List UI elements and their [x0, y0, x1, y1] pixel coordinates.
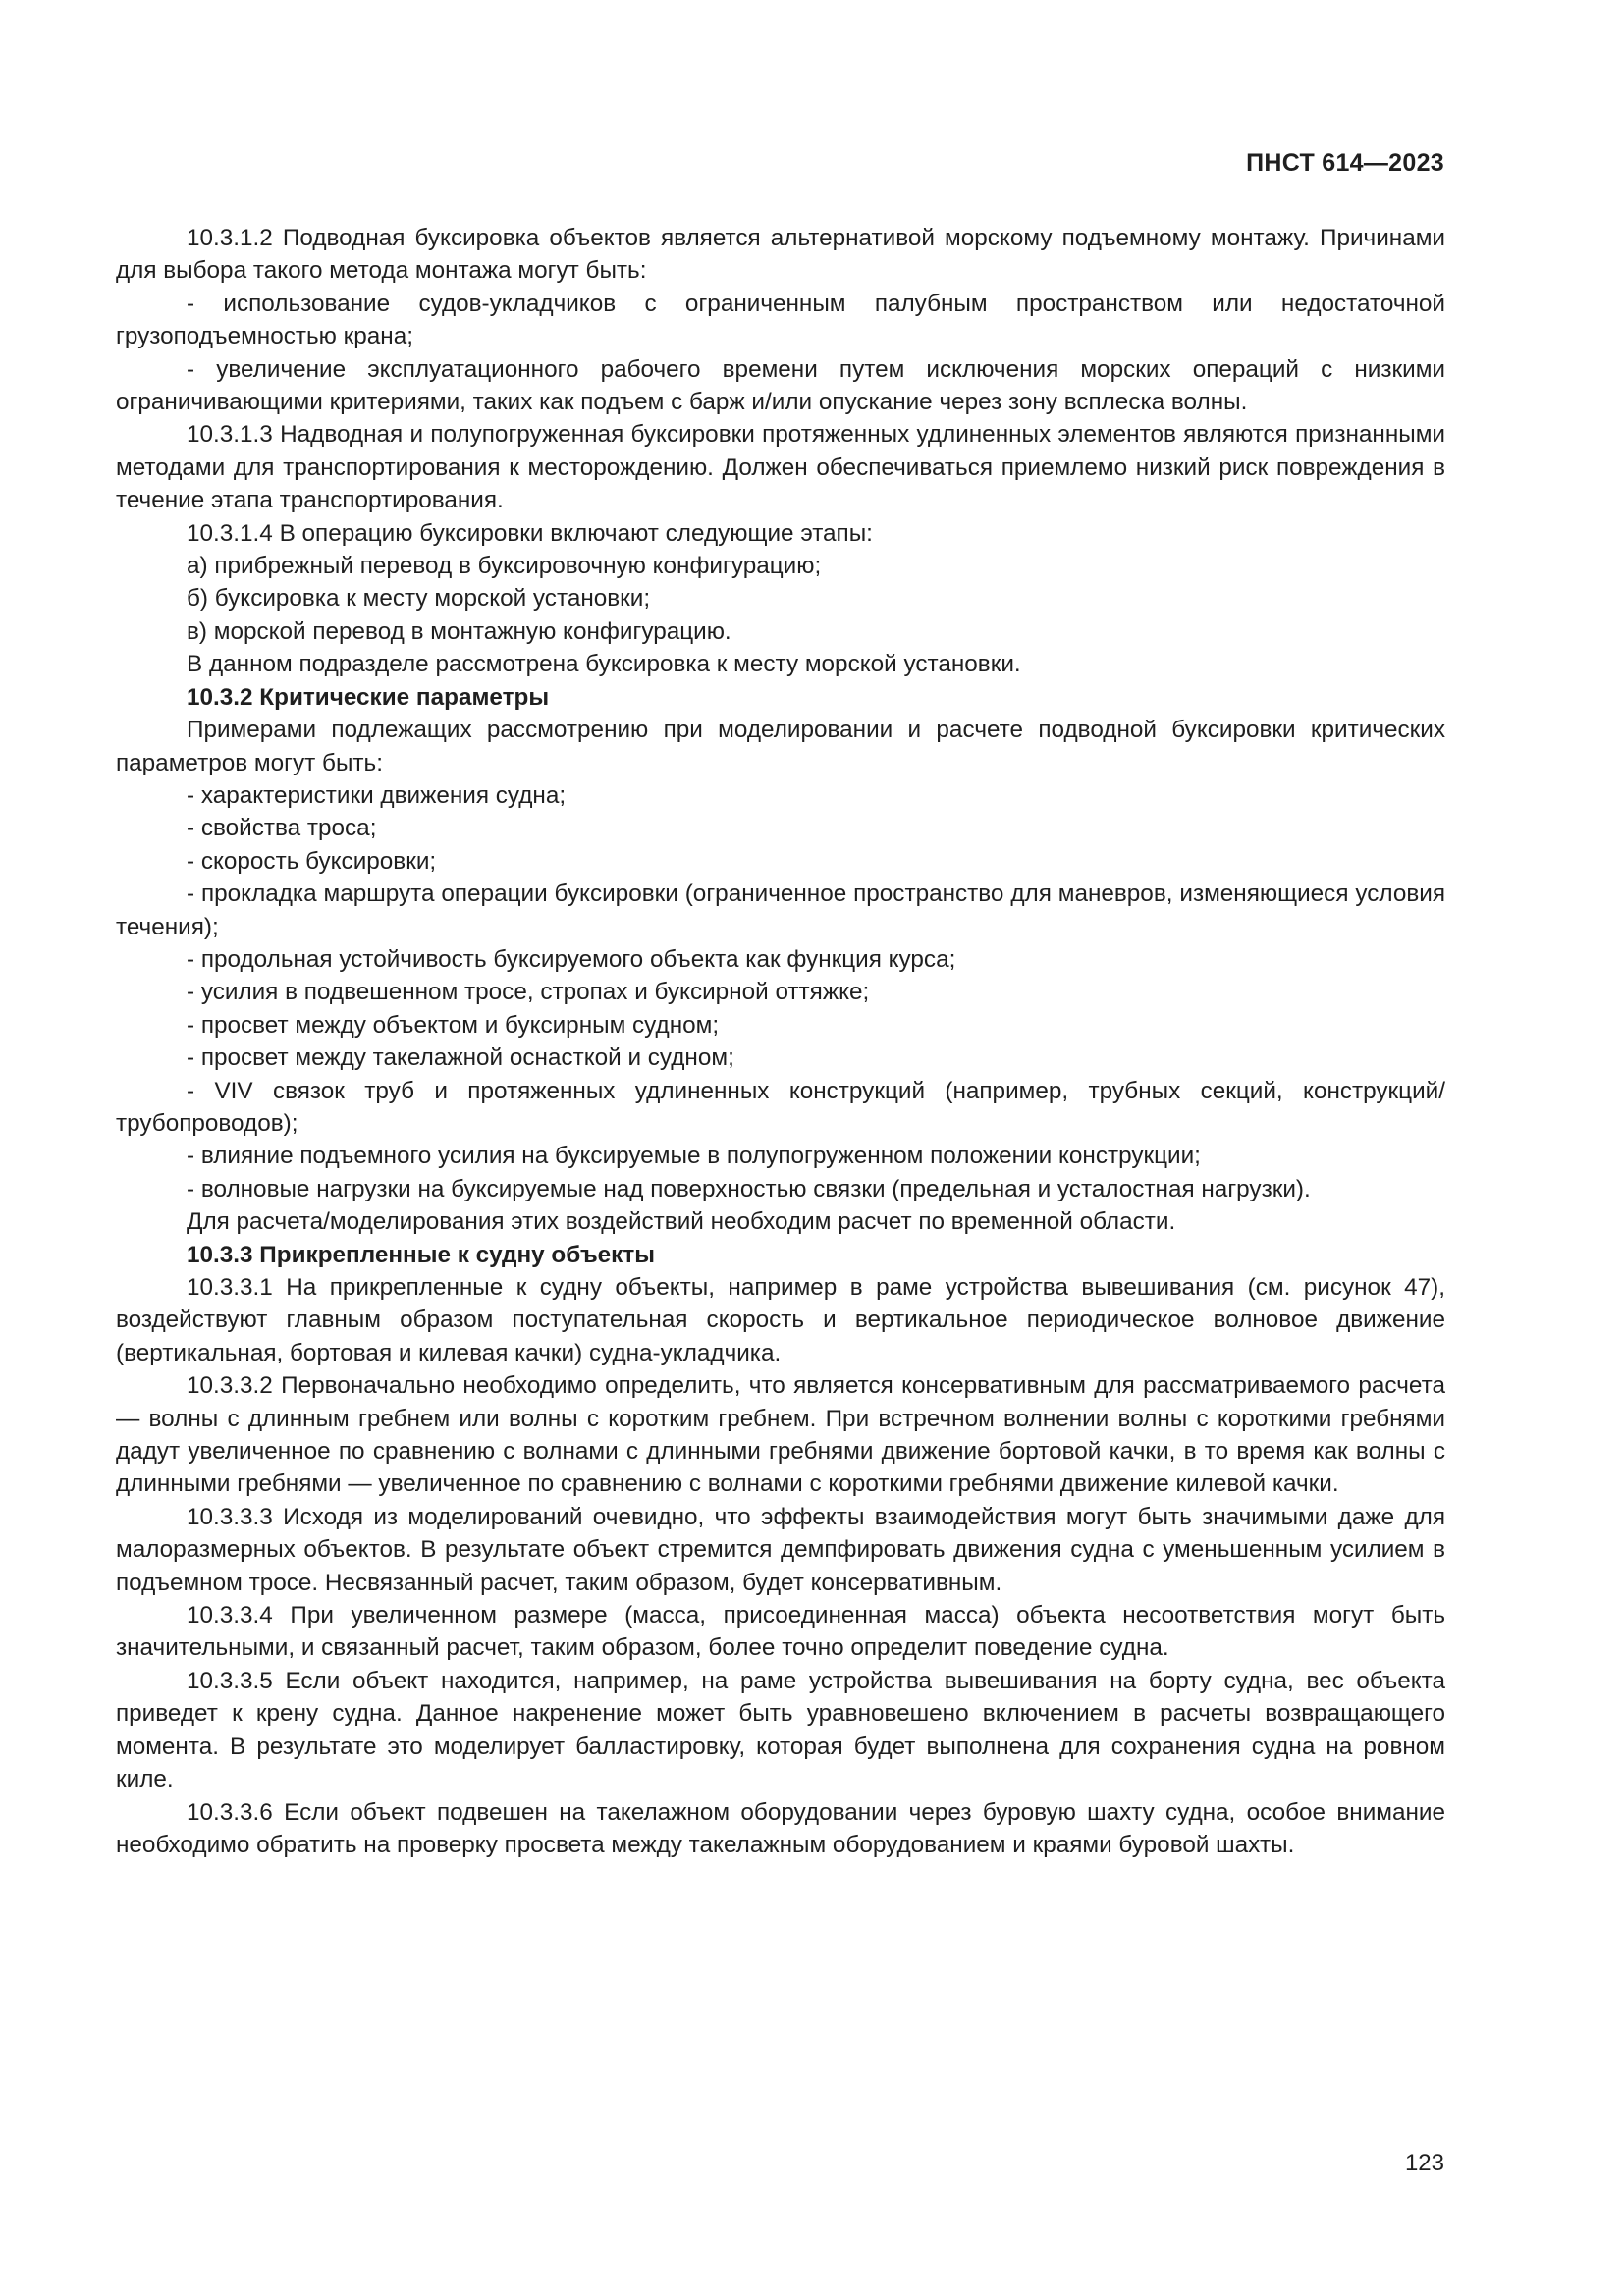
- list-item: б) буксировка к месту морской установки;: [187, 585, 651, 613]
- paragraph: 10.3.3.5 Если объект находится, например, на раме устройства вывешивания на борту судна, вес объекта приведет к крену судна. Данное накренение может быть уравновешено включением в расчеты возвращающего момента. В результате это моделирует балластировку, которая будет выполнена для сохранения судна на ровном киле.: [116, 1667, 1445, 1793]
- list-item: - усилия в подвешенном тросе, стропах и буксирной оттяжке;: [187, 979, 870, 1006]
- section-heading: 10.3.2 Критические параметры: [187, 683, 550, 711]
- list-item: - просвет между объектом и буксирным судном;: [187, 1011, 720, 1039]
- paragraph: 10.3.3.1 На прикрепленные к судну объекты, например в раме устройства вывешивания (см. рисунок 47), воздействуют главным образом поступательная скорость и вертикальное периодическое волновое движение (вертикальная, бортовая и килевая качки) судна-укладчика.: [116, 1274, 1445, 1366]
- paragraph: 10.3.1.3 Надводная и полупогруженная буксировки протяженных удлиненных элементов являются признанными методами для транспортирования к месторождению. Должен обеспечиваться приемлемо низкий риск повреждения в течение этапа транспортирования.: [116, 421, 1445, 514]
- paragraph: 10.3.3.3 Исходя из моделирований очевидно, что эффекты взаимодействия могут быть значимыми даже для малоразмерных объектов. В результате объект стремится демпфировать движения судна с уменьшенным усилием в подъемном тросе. Несвязанный расчет, таким образом, будет консервативным.: [116, 1503, 1445, 1596]
- list-item: - VIV связок труб и протяженных удлиненных конструкций (например, трубных секций, конструкций/трубопроводов);: [116, 1077, 1445, 1137]
- document-body: [116, 222, 1445, 1861]
- page-number: 123: [1404, 2150, 1444, 2176]
- list-item: - волновые нагрузки на буксируемые над поверхностью связки (предельная и усталостная нагрузки).: [187, 1175, 1311, 1202]
- paragraph: Для расчета/моделирования этих воздействий необходим расчет по временной области.: [187, 1208, 1176, 1236]
- list-item: - просвет между такелажной оснасткой и судном;: [187, 1044, 734, 1072]
- document-code: ПНСТ 614—2023: [1246, 149, 1444, 177]
- list-item: - свойства троса;: [187, 815, 377, 842]
- paragraph: Примерами подлежащих рассмотрению при моделировании и расчете подводной буксировки критических параметров могут быть:: [116, 717, 1445, 776]
- list-item: - использование судов-укладчиков с ограниченным палубным пространством или недостаточной грузоподъемностью крана;: [116, 290, 1445, 350]
- list-item: - характеристики движения судна;: [187, 781, 567, 809]
- paragraph: 10.3.3.2 Первоначально необходимо определить, что является консервативным для рассматриваемого расчета — волны с длинным гребнем или волны с коротким гребнем. При встречном волнении волны с короткими гребнями дадут увеличенное по сравнению с волнами с длинными гребнями движение бортовой качки, в то время как волны с длинными гребнями — увеличенное по сравнению с волнами с короткими гребнями движение килевой качки.: [116, 1372, 1445, 1498]
- paragraph: 10.3.3.6 Если объект подвешен на такелажном оборудовании через буровую шахту судна, особое внимание необходимо обратить на проверку просвета между такелажным оборудованием и краями буровой шахты.: [116, 1798, 1445, 1858]
- list-item: - продольная устойчивость буксируемого объекта как функция курса;: [187, 945, 956, 973]
- list-item: - скорость буксировки;: [187, 847, 437, 875]
- paragraph: 10.3.1.2 Подводная буксировка объектов является альтернативой морскому подъемному монтажу. Причинами для выбора такого метода монтажа могут быть:: [116, 225, 1445, 285]
- list-item: а) прибрежный перевод в буксировочную конфигурацию;: [187, 553, 822, 580]
- list-item: - прокладка маршрута операции буксировки (ограниченное пространство для маневров, изменяющиеся условия течения);: [116, 881, 1445, 940]
- list-item: - увеличение эксплуатационного рабочего времени путем исключения морских операций с низкими ограничивающими критериями, таких как подъем с барж и/или опускание через зону всплеска волны.: [116, 355, 1445, 416]
- paragraph: В данном подразделе рассмотрена буксировка к месту морской установки.: [187, 651, 1021, 678]
- paragraph: 10.3.1.4 В операцию буксировки включают следующие этапы:: [187, 519, 873, 547]
- section-heading: 10.3.3 Прикрепленные к судну объекты: [187, 1241, 655, 1268]
- list-item: в) морской перевод в монтажную конфигурацию.: [187, 617, 731, 645]
- paragraph: 10.3.3.4 При увеличенном размере (масса, присоединенная масса) объекта несоответствия могут быть значительными, и связанный расчет, таким образом, более точно определит поведение судна.: [116, 1602, 1445, 1662]
- list-item: - влияние подъемного усилия на буксируемые в полупогруженном положении конструкции;: [187, 1143, 1201, 1170]
